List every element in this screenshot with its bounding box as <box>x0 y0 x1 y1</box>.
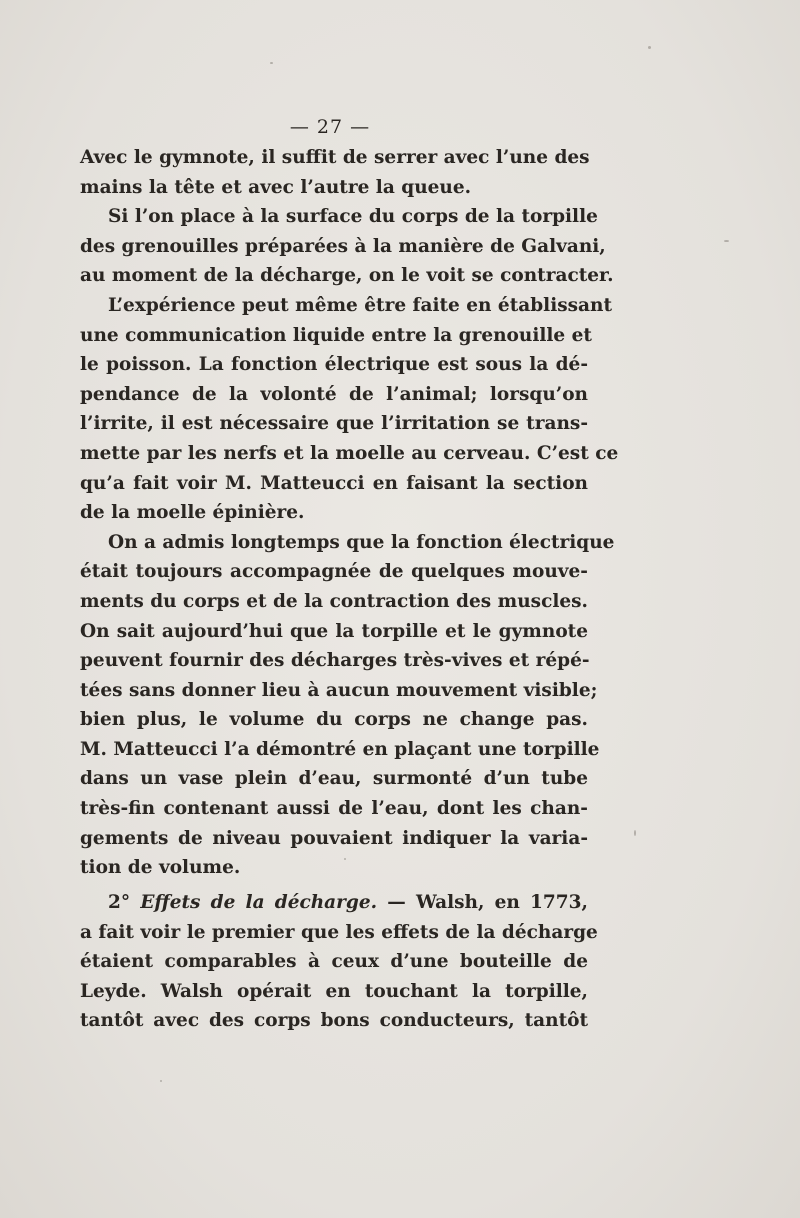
section-text <box>80 888 598 1036</box>
text-line: peuvent fournir des décharges très-vives et répé- <box>80 650 590 672</box>
section-number: 2° <box>108 892 131 913</box>
section-paragraph <box>80 888 598 1036</box>
text-line: On a admis longtemps que la fonction électrique <box>108 531 615 553</box>
text-line: gements de niveau pouvaient indiquer la varia- <box>80 827 588 849</box>
text-line: au moment de la décharge, on le voit se contracter. <box>80 265 614 287</box>
text-line: était toujours accompagnée de quelques mouve- <box>80 561 588 583</box>
text-line: mette par les nerfs et la moelle au cerveau. C’est ce <box>80 442 619 464</box>
text-line: L’expérience peut même être faite en établissant <box>108 294 613 316</box>
text-line: étaient comparables à ceux d’une bouteille de <box>80 951 588 973</box>
text-line: dans un vase plein d’eau, surmonté d’un tube <box>80 768 588 790</box>
paper-speck <box>270 62 273 64</box>
text-line: Avec le gymnote, il suffit de serrer avec l’une des <box>80 147 590 168</box>
text-line: On sait aujourd’hui que la torpille et le gymnote <box>80 620 588 642</box>
text-line: Si l’on place à la surface du corps de la torpille <box>108 206 598 228</box>
text-line: mains la tête et avec l’autre la queue. <box>80 176 472 198</box>
section-lead: — Walsh, en 1773, <box>387 892 588 913</box>
paragraph <box>80 202 614 291</box>
paper-speck <box>160 1080 162 1082</box>
text-line: le poisson. La fonction électrique est sous la dé- <box>80 354 588 376</box>
paper-speck <box>724 240 729 242</box>
text-line: l’irrite, il est nécessaire que l’irritation se trans- <box>80 413 588 435</box>
body-text <box>80 143 619 883</box>
text-line: qu’a fait voir M. Matteucci en faisant la section <box>80 472 588 494</box>
text-line: M. Matteucci l’a démontré en plaçant une torpille <box>80 738 600 760</box>
paragraph <box>80 143 588 202</box>
paragraph <box>80 291 619 528</box>
section-heading-line <box>80 888 588 918</box>
text-line: ments du corps et de la contraction des muscles. <box>80 590 588 612</box>
page-number: — 27 — <box>289 116 371 138</box>
text-line: tion de volume. <box>80 857 241 879</box>
text-line: une communication liquide entre la grenouille et <box>80 324 592 346</box>
text-line: des grenouilles préparées à la manière de Galvani, <box>80 235 606 257</box>
text-line: a fait voir le premier que les effets de la décharge <box>80 921 598 943</box>
paper-speck <box>648 46 651 49</box>
text-line: bien plus, le volume du corps ne change pas. <box>80 709 588 731</box>
text-line: pendance de la volonté de l’animal; lorsqu’on <box>80 383 588 405</box>
text-line: de la moelle épinière. <box>80 502 305 524</box>
paper-speck <box>344 858 346 860</box>
section-heading: Effets de la décharge. <box>140 892 378 913</box>
text-line: tées sans donner lieu à aucun mouvement visible; <box>80 679 598 701</box>
text-line: très-fin contenant aussi de l’eau, dont les chan- <box>80 798 588 820</box>
paper-speck <box>634 830 636 836</box>
text-line: Leyde. Walsh opérait en touchant la torpille, <box>80 980 588 1002</box>
text-line: tantôt avec des corps bons conducteurs, tantôt <box>80 1010 588 1032</box>
paragraph <box>80 528 615 883</box>
